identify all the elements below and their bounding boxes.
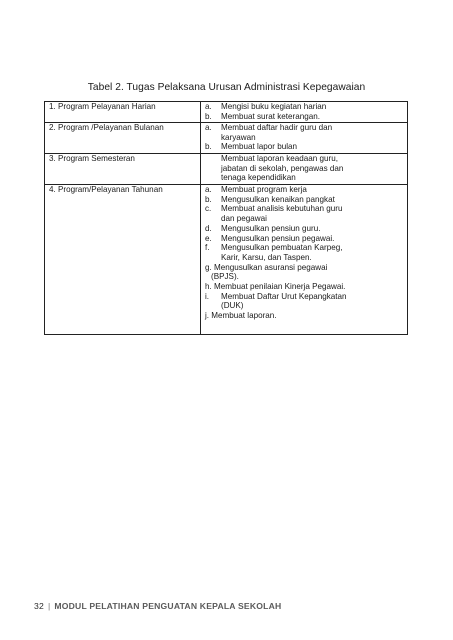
tasks-table bbox=[44, 101, 408, 335]
footer-separator: | bbox=[47, 601, 51, 611]
task-item: h. Membuat penilaian Kinerja Pegawai. bbox=[205, 282, 346, 292]
task-item: i. Membuat Daftar Urut Kepangkatan bbox=[205, 291, 347, 301]
table-row bbox=[45, 102, 408, 123]
task-item-continuation: (BPJS). bbox=[211, 272, 239, 282]
tasks-cell bbox=[201, 102, 408, 123]
task-item: a. Membuat program kerja bbox=[205, 185, 307, 194]
page-footer bbox=[34, 601, 281, 611]
task-item: a. Membuat daftar hadir guru dan bbox=[205, 123, 333, 132]
task-item-continuation: karyawan bbox=[221, 132, 256, 142]
table-row bbox=[45, 154, 408, 185]
task-item: c. Membuat analisis kebutuhan guru bbox=[205, 204, 343, 214]
program-cell: 4. Program/Pelayanan Tahunan bbox=[45, 185, 201, 335]
task-item: b. Membuat surat keterangan. bbox=[205, 111, 320, 121]
task-item: b. Membuat lapor bulan bbox=[205, 142, 298, 152]
table-caption: Tabel 2. Tugas Pelaksana Urusan Administrasi Kepegawaian bbox=[87, 82, 366, 93]
tasks-cell bbox=[201, 123, 408, 154]
table-row bbox=[45, 123, 408, 154]
task-item-continuation: dan pegawai bbox=[221, 214, 267, 224]
program-cell: 1. Program Pelayanan Harian bbox=[45, 102, 201, 123]
page-number: 32 bbox=[34, 601, 44, 611]
task-item: a. Mengisi buku kegiatan harian bbox=[205, 102, 327, 111]
task-item-continuation: (DUK) bbox=[221, 301, 244, 311]
task-item-continuation: Karir, Karsu, dan Taspen. bbox=[221, 252, 312, 262]
task-item-continuation: jabatan di sekolah, pengawas dan bbox=[221, 163, 344, 173]
task-item-continuation: tenaga kependidikan bbox=[221, 173, 296, 183]
task-item: d. Mengusulkan pensiun guru. bbox=[205, 223, 321, 233]
task-item: Membuat laporan keadaan guru, bbox=[221, 154, 338, 163]
tasks-cell bbox=[201, 185, 408, 335]
tasks-cell bbox=[201, 154, 408, 185]
table-row bbox=[45, 185, 408, 335]
program-cell: 3. Program Semesteran bbox=[45, 154, 201, 185]
task-item: b. Mengusulkan kenaikan pangkat bbox=[205, 194, 335, 204]
task-item: f. Mengusulkan pembuatan Karpeg, bbox=[205, 243, 343, 253]
footer-title: MODUL PELATIHAN PENGUATAN KEPALA SEKOLAH bbox=[54, 601, 282, 611]
task-item: g. Mengusulkan asuransi pegawai bbox=[205, 262, 328, 272]
program-cell: 2. Program /Pelayanan Bulanan bbox=[45, 123, 201, 154]
task-item: e. Mengusulkan pensiun pegawai. bbox=[205, 233, 335, 243]
task-item: j. Membuat laporan. bbox=[205, 311, 277, 321]
